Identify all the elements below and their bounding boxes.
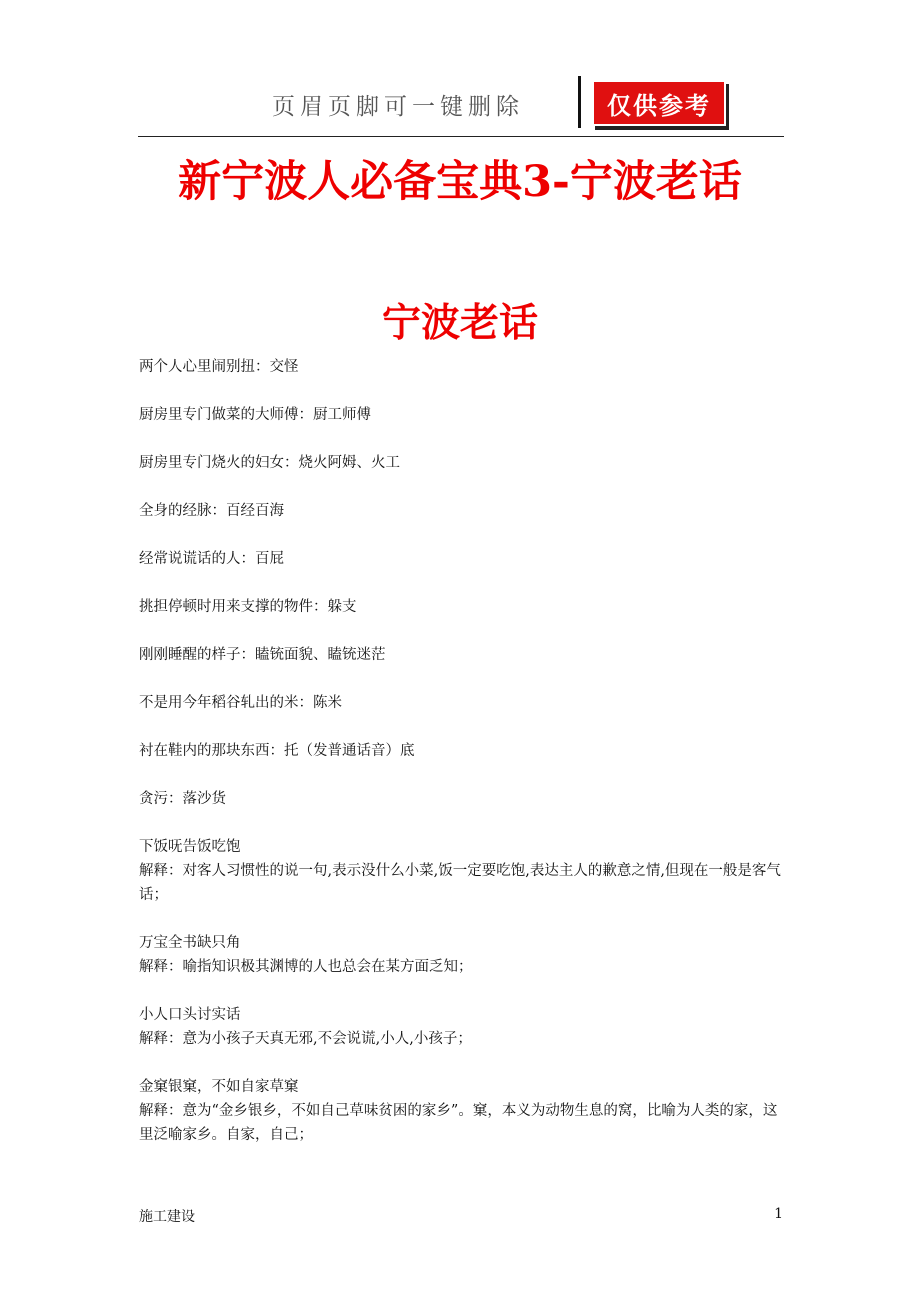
entry-explanation: 解释：对客人习惯性的说一句,表示没什么小菜,饭一定要吃饱,表达主人的歉意之情,但现在一般是客气话； xyxy=(139,863,781,903)
entry xyxy=(139,499,787,523)
entry xyxy=(139,1075,787,1147)
reference-only-stamp: 仅供参考 xyxy=(592,80,726,126)
entry-phrase: 挑担停顿时用来支撑的物件：躲支 xyxy=(139,599,357,615)
entry-phrase: 全身的经脉：百经百海 xyxy=(139,503,284,519)
page-header xyxy=(138,70,784,138)
entry xyxy=(139,931,787,979)
entry xyxy=(139,739,787,763)
entry-phrase: 刚刚睡醒的样子：瞌铳面貌、瞌铳迷茫 xyxy=(139,647,386,663)
document-title: 新宁波人必备宝典3-宁波老话 xyxy=(178,157,742,207)
section-title: 宁波老话 xyxy=(381,300,538,346)
header-divider xyxy=(578,76,581,128)
entry-phrase: 贪污：落沙货 xyxy=(139,791,226,807)
entry xyxy=(139,547,787,571)
entry-phrase: 厨房里专门做菜的大师傅：厨工师傅 xyxy=(139,407,371,423)
header-text: 页眉页脚可一键删除 xyxy=(272,94,524,120)
entry xyxy=(139,691,787,715)
entry xyxy=(139,403,787,427)
entry-explanation: 解释：意为“金乡银乡，不如自己草味贫困的家乡”。窠，本义为动物生息的窝，比喻为人类的家，这里泛喻家乡。自家，自己； xyxy=(139,1103,778,1143)
entry-phrase: 厨房里专门烧火的妇女：烧火阿姆、火工 xyxy=(139,455,400,471)
entry xyxy=(139,451,787,475)
header-rule xyxy=(138,136,784,137)
entry xyxy=(139,643,787,667)
entry-explanation: 解释：意为小孩子天真无邪,不会说谎,小人,小孩子； xyxy=(139,1031,472,1047)
entry-phrase: 两个人心里闹别扭：交怪 xyxy=(139,359,299,375)
entry xyxy=(139,595,787,619)
entry-phrase: 金窠银窠，不如自家草窠 xyxy=(139,1079,299,1095)
entry xyxy=(139,1003,787,1051)
entry-phrase: 经常说谎话的人：百屁 xyxy=(139,551,284,567)
entry-phrase: 小人口头讨实话 xyxy=(139,1007,241,1023)
entry xyxy=(139,835,787,907)
entry xyxy=(139,355,787,379)
entry xyxy=(139,787,787,811)
entry-phrase: 衬在鞋内的那块东西：托（发普通话音）底 xyxy=(139,743,415,759)
content-body xyxy=(139,355,787,1171)
entry-explanation: 解释：喻指知识极其渊博的人也总会在某方面乏知； xyxy=(139,959,473,975)
footer-text: 施工建设 xyxy=(139,1209,195,1225)
entry-phrase: 不是用今年稻谷轧出的米：陈米 xyxy=(139,695,342,711)
page-number: 1 xyxy=(774,1206,783,1222)
entry-phrase: 万宝全书缺只角 xyxy=(139,935,241,951)
entry-phrase: 下饭呒告饭吃饱 xyxy=(139,839,241,855)
